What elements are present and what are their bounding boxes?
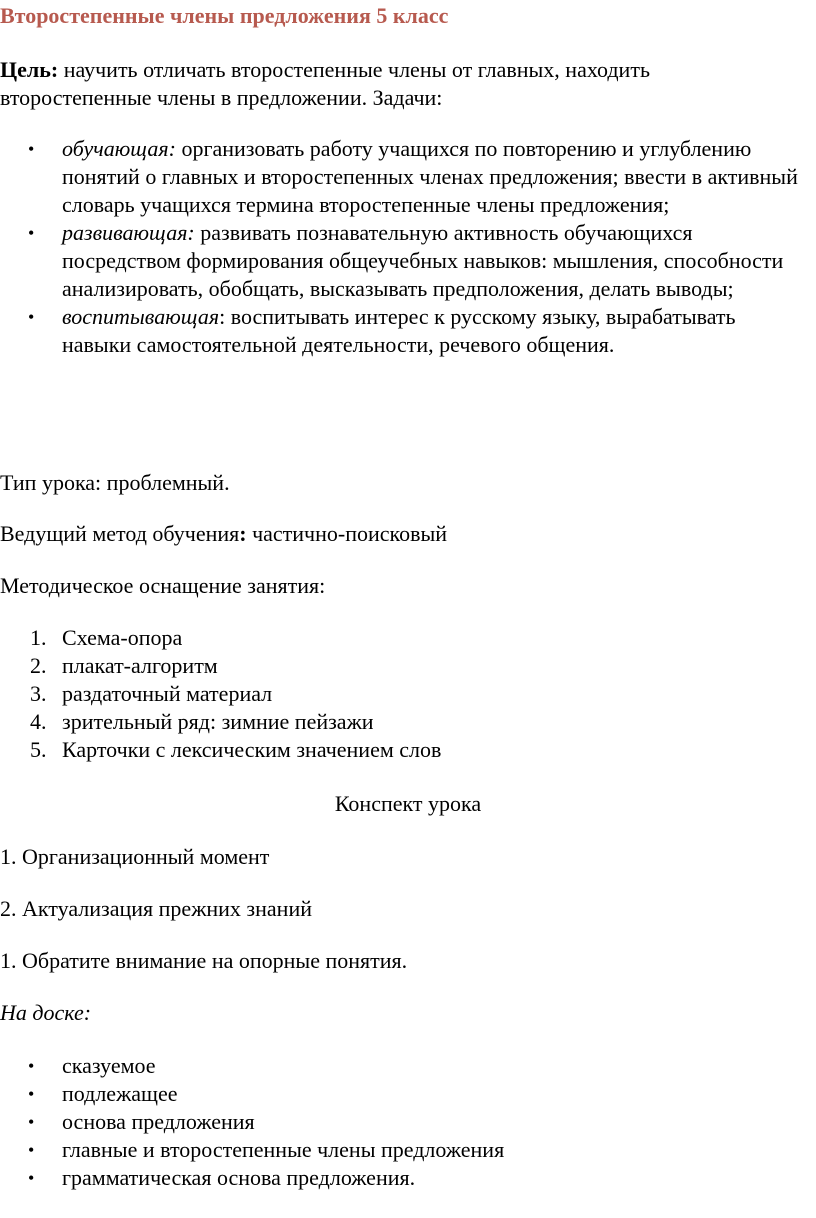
summary-heading: Конспект урока bbox=[334, 791, 482, 816]
method-value: частично-поисковый bbox=[246, 521, 448, 546]
item-number: 2. bbox=[30, 653, 47, 678]
board-item: • основа предложения bbox=[0, 1108, 504, 1136]
task-item bbox=[0, 219, 810, 303]
task-text: организовать работу учащихся по повторению и углублению понятий о главных и второстепенных членах предложения; ввести в активный словарь учащихся термина второстепенные члены предложения; bbox=[62, 136, 798, 217]
tasks-list bbox=[0, 135, 810, 359]
step-attention: 1. Обратите внимание на опорные понятия. bbox=[0, 948, 408, 973]
step-actualization: 2. Актуализация прежних знаний bbox=[0, 896, 312, 921]
task-label: развивающая: bbox=[62, 220, 195, 245]
lesson-type: Тип урока: проблемный. bbox=[0, 470, 230, 495]
step-organizational: 1. Организационный момент bbox=[0, 844, 270, 869]
board-label bbox=[0, 999, 91, 1027]
goal-paragraph bbox=[0, 56, 800, 112]
task-text: : воспитывать интерес к русскому языку, вырабатывать навыки самостоятельной деятельности, речевого общения. bbox=[62, 304, 736, 357]
equipment-item bbox=[0, 652, 441, 680]
task-item bbox=[0, 135, 810, 219]
item-text: Карточки с лексическим значением слов bbox=[62, 737, 442, 762]
task-label: воспитывающая bbox=[62, 304, 220, 329]
equipment-heading: Методическое оснащение занятия: bbox=[0, 573, 326, 598]
equipment-item bbox=[0, 736, 441, 764]
goal-label: Цель: bbox=[0, 57, 59, 82]
item-text: зрительный ряд: зимние пейзажи bbox=[62, 709, 374, 734]
item-text: раздаточный материал bbox=[62, 681, 273, 706]
task-text: развивать познавательную активность обучающихся посредством формирования общеучебных навыков: мышления, способности анализировать, обобщать, высказывать предположения, делать выводы; bbox=[62, 220, 784, 301]
item-text: Схема-опора bbox=[62, 625, 183, 650]
board-label-text: На доске: bbox=[0, 1000, 92, 1025]
equipment-item bbox=[0, 680, 441, 708]
equipment-item bbox=[0, 624, 441, 652]
goal-text: научить отличать второстепенные члены от главных, находить второстепенные члены в предложении. Задачи: bbox=[0, 57, 650, 110]
board-list bbox=[0, 1052, 504, 1192]
board-item: • сказуемое bbox=[0, 1052, 504, 1080]
equipment-list bbox=[0, 624, 441, 764]
item-number: 4. bbox=[30, 709, 47, 734]
equipment-item bbox=[0, 708, 441, 736]
item-number: 1. bbox=[30, 625, 47, 650]
board-item: • грамматическая основа предложения. bbox=[0, 1164, 504, 1192]
task-label: обучающая: bbox=[62, 136, 176, 161]
document-title: Второстепенные члены предложения 5 класс bbox=[0, 3, 449, 28]
item-number: 5. bbox=[30, 737, 47, 762]
item-number: 3. bbox=[30, 681, 47, 706]
board-item: • главные и второстепенные члены предложения bbox=[0, 1136, 504, 1164]
method-line bbox=[0, 520, 447, 548]
method-colon: : bbox=[239, 521, 247, 546]
method-label: Ведущий метод обучения bbox=[0, 521, 240, 546]
board-item: • подлежащее bbox=[0, 1080, 504, 1108]
task-item bbox=[0, 303, 810, 359]
item-text: плакат-алгоритм bbox=[62, 653, 218, 678]
